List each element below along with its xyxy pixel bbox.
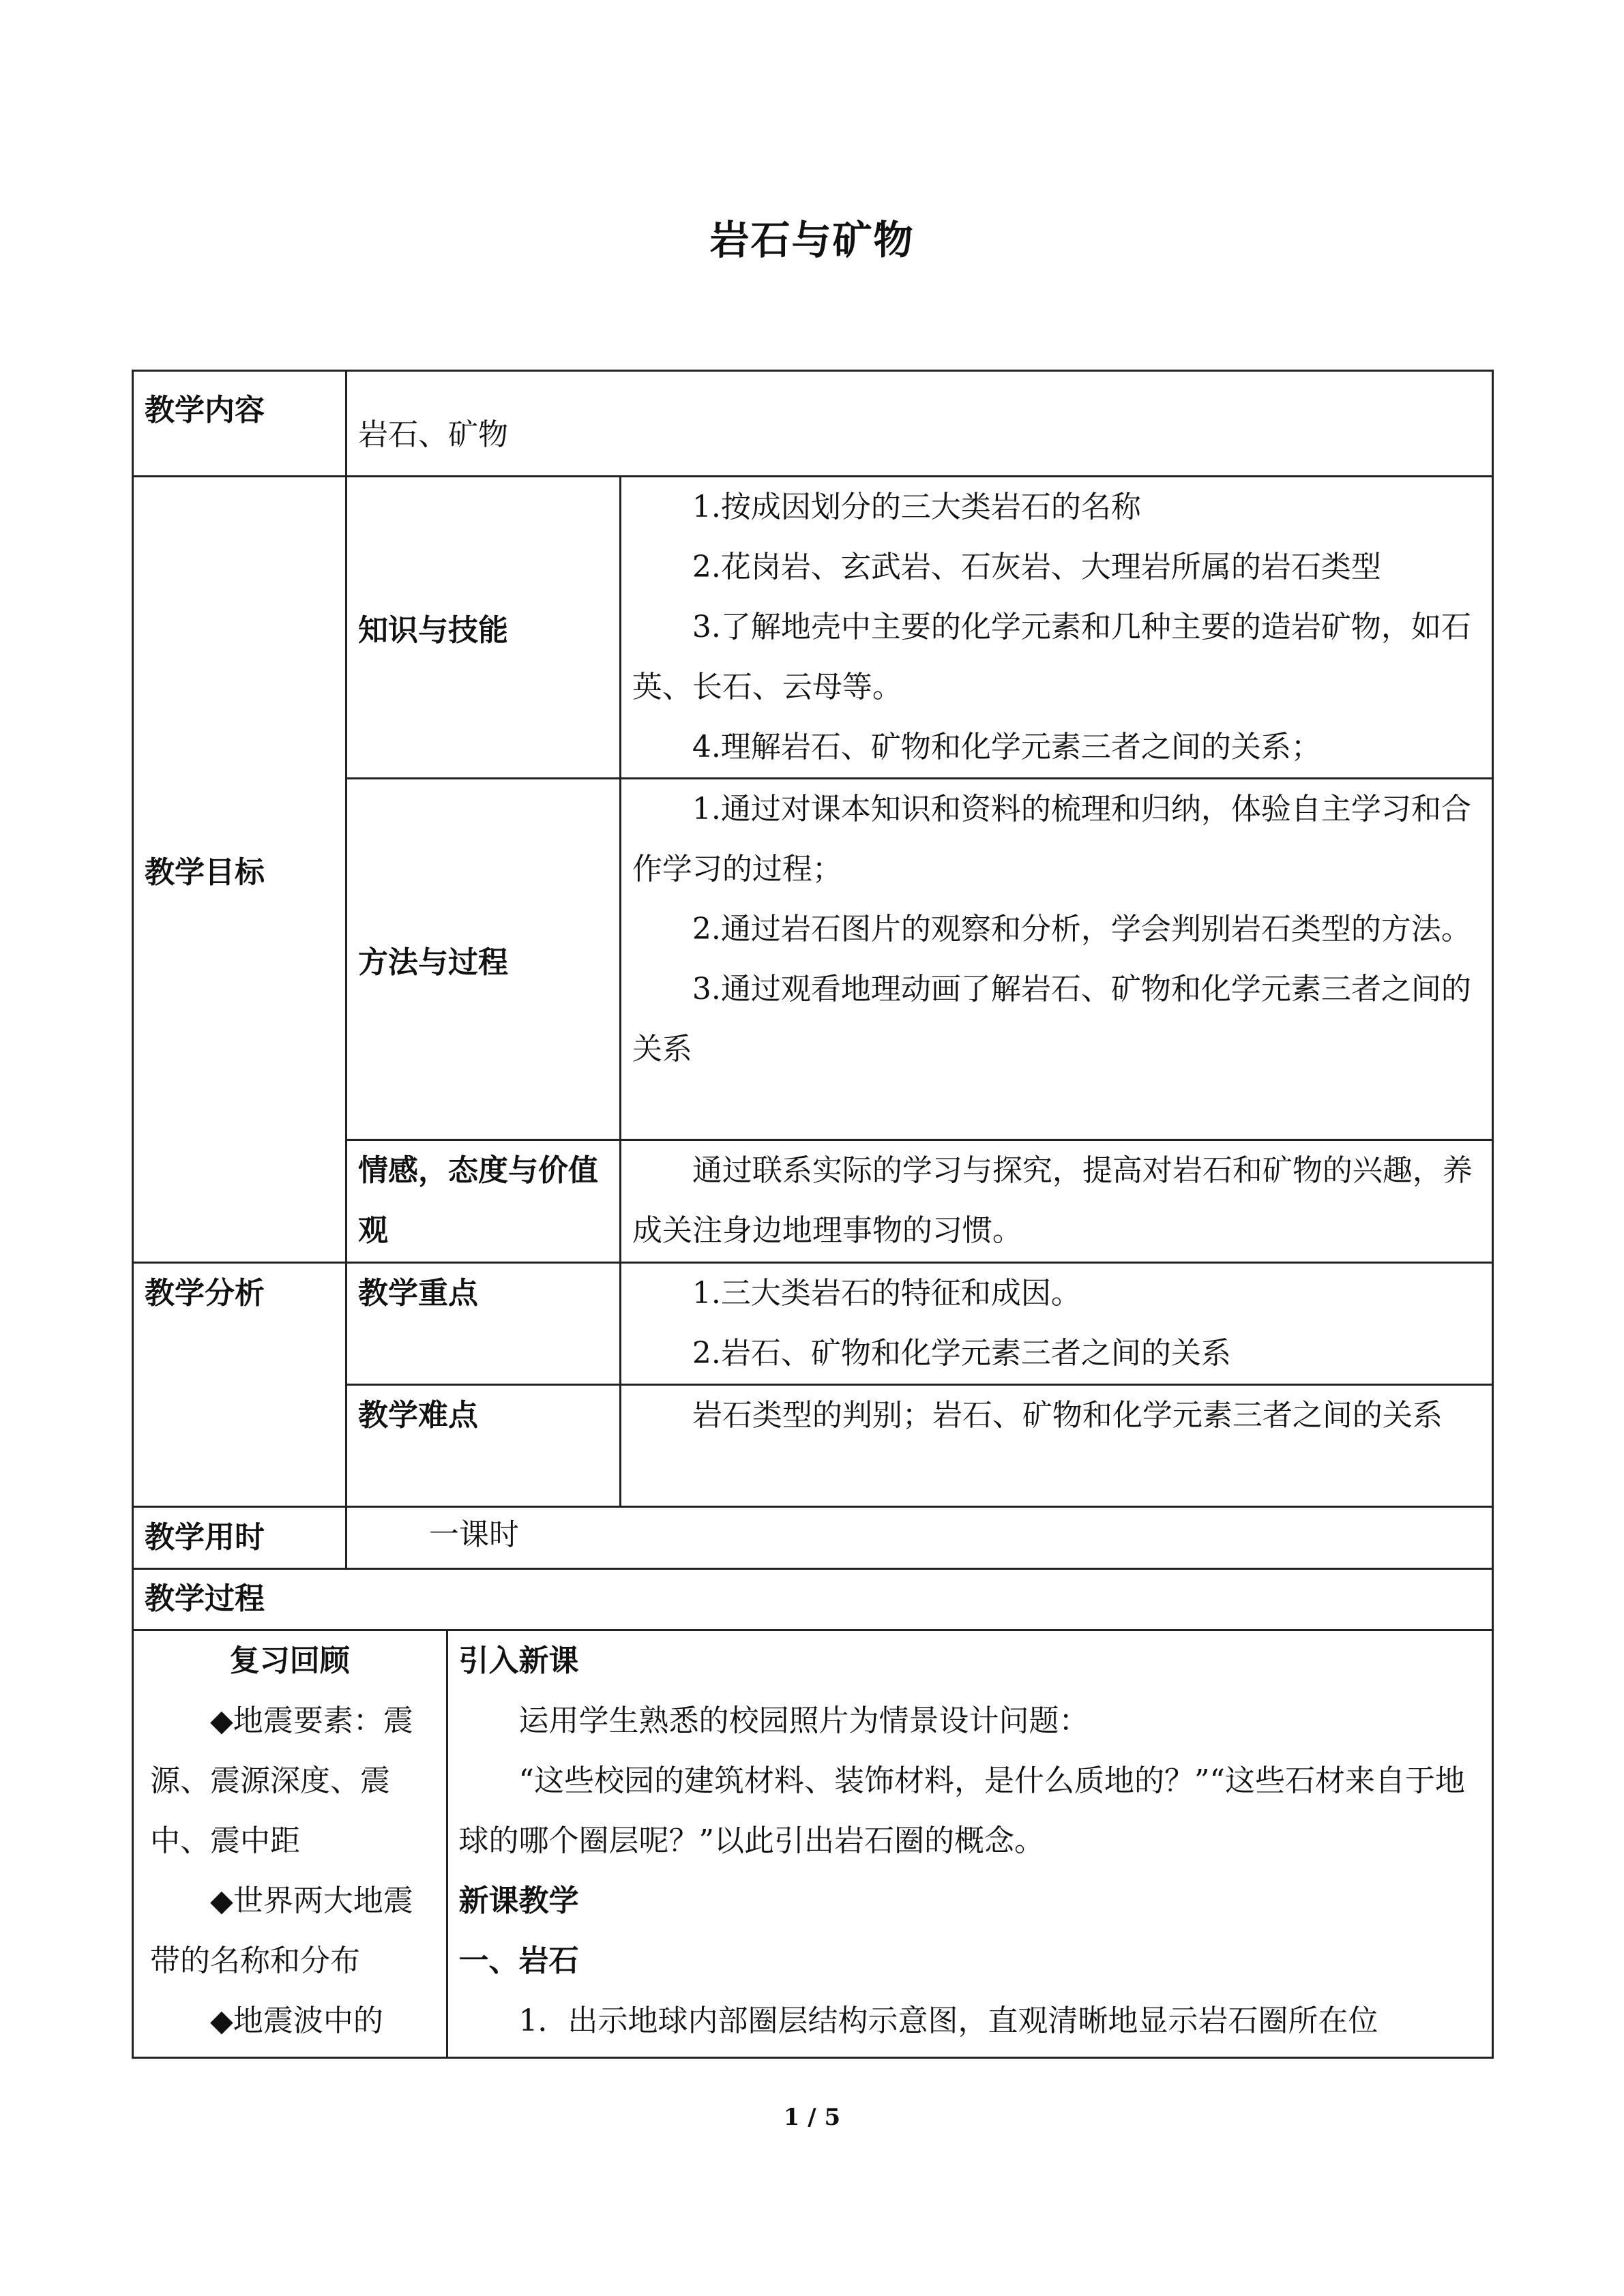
page-title: 岩石与矿物 (709, 217, 915, 263)
method-items (620, 779, 1492, 1140)
method-item: 1.通过对课本知识和资料的梳理和归纳，体验自主学习和合作学习的过程； (632, 792, 1471, 886)
goals-label: 教学目标 (145, 854, 265, 890)
review-item: ◆世界两大地震带的名称和分布 (150, 1883, 413, 1978)
review-item: ◆地震要素：震源、震源深度、震中、震中距 (150, 1703, 413, 1858)
difficult-item: 岩石类型的判别；岩石、矿物和化学元素三者之间的关系 (692, 1397, 1443, 1433)
goals-subtable (347, 477, 1492, 1262)
method-label: 方法与过程 (358, 944, 508, 980)
content-value: 岩石、矿物 (358, 417, 508, 452)
main-cell (447, 1631, 1492, 2057)
knowledge-item: 1.按成因划分的三大类岩石的名称 (692, 490, 1141, 524)
process-subtable (134, 1631, 1492, 2057)
review-cell (134, 1631, 447, 2057)
emotion-label: 情感，态度与价值观 (358, 1153, 598, 1248)
intro-heading: 引入新课 (458, 1643, 579, 1678)
knowledge-label-cell (347, 477, 620, 779)
difficult-items (620, 1384, 1492, 1506)
section-heading: 一、岩石 (458, 1943, 579, 1978)
content-label: 教学内容 (145, 393, 265, 428)
knowledge-label: 知识与技能 (358, 613, 508, 648)
key-item: 2.岩石、矿物和化学元素三者之间的关系 (692, 1335, 1231, 1371)
review-item: ◆地震波中的 (210, 2003, 383, 2038)
process-label: 教学过程 (145, 1581, 265, 1616)
key-items (620, 1264, 1492, 1385)
process-label-cell (133, 1569, 1493, 1630)
time-label-cell (133, 1507, 346, 1569)
content-label-cell (133, 371, 346, 477)
key-label-cell (347, 1264, 620, 1385)
time-value-cell (346, 1507, 1493, 1569)
page-number: 1 / 5 (783, 2104, 841, 2131)
key-label: 教学重点 (358, 1275, 478, 1311)
goals-label-cell (133, 477, 346, 1263)
key-item: 1.三大类岩石的特征和成因。 (692, 1275, 1081, 1311)
method-label-cell (347, 779, 620, 1140)
review-heading: 复习回顾 (229, 1643, 350, 1678)
knowledge-item: 2.花岗岩、玄武岩、石灰岩、大理岩所属的岩石类型 (692, 550, 1381, 584)
method-item: 3.通过观看地理动画了解岩石、矿物和化学元素三者之间的关系 (632, 972, 1471, 1067)
difficult-label: 教学难点 (358, 1397, 478, 1433)
knowledge-items (620, 477, 1492, 779)
emotion-label-cell (347, 1140, 620, 1262)
knowledge-item: 3.了解地壳中主要的化学元素和几种主要的造岩矿物，如石英、长石、云母等。 (632, 610, 1471, 704)
time-label: 教学用时 (145, 1520, 265, 1555)
lesson-plan-table (132, 370, 1494, 2059)
time-value: 一课时 (429, 1517, 519, 1552)
section-item: 1．出示地球内部圈层结构示意图，直观清晰地显示岩石圈所在位 (518, 2003, 1378, 2038)
analysis-subtable (347, 1264, 1492, 1506)
goals-detail-cell (346, 477, 1493, 1263)
content-value-cell (346, 371, 1493, 477)
difficult-label-cell (347, 1384, 620, 1506)
emotion-items (620, 1140, 1492, 1262)
new-lesson-heading: 新课教学 (458, 1883, 579, 1918)
method-item: 2.通过岩石图片的观察和分析，学会判别岩石类型的方法。 (692, 912, 1471, 946)
intro-item: “这些校园的建筑材料、装饰材料，是什么质地的？”“这些石材来自于地球的哪个圈层呢？”以此引出岩石圈的概念。 (458, 1763, 1465, 1858)
analysis-label-cell (133, 1262, 346, 1507)
emotion-item: 通过联系实际的学习与探究，提高对岩石和矿物的兴趣，养成关注身边地理事物的习惯。 (632, 1153, 1473, 1248)
knowledge-item: 4.理解岩石、矿物和化学元素三者之间的关系； (692, 730, 1321, 764)
process-detail-cell (133, 1630, 1493, 2058)
analysis-label: 教学分析 (145, 1275, 265, 1311)
analysis-detail-cell (346, 1262, 1493, 1507)
intro-item: 运用学生熟悉的校园照片为情景设计问题： (518, 1703, 1089, 1738)
